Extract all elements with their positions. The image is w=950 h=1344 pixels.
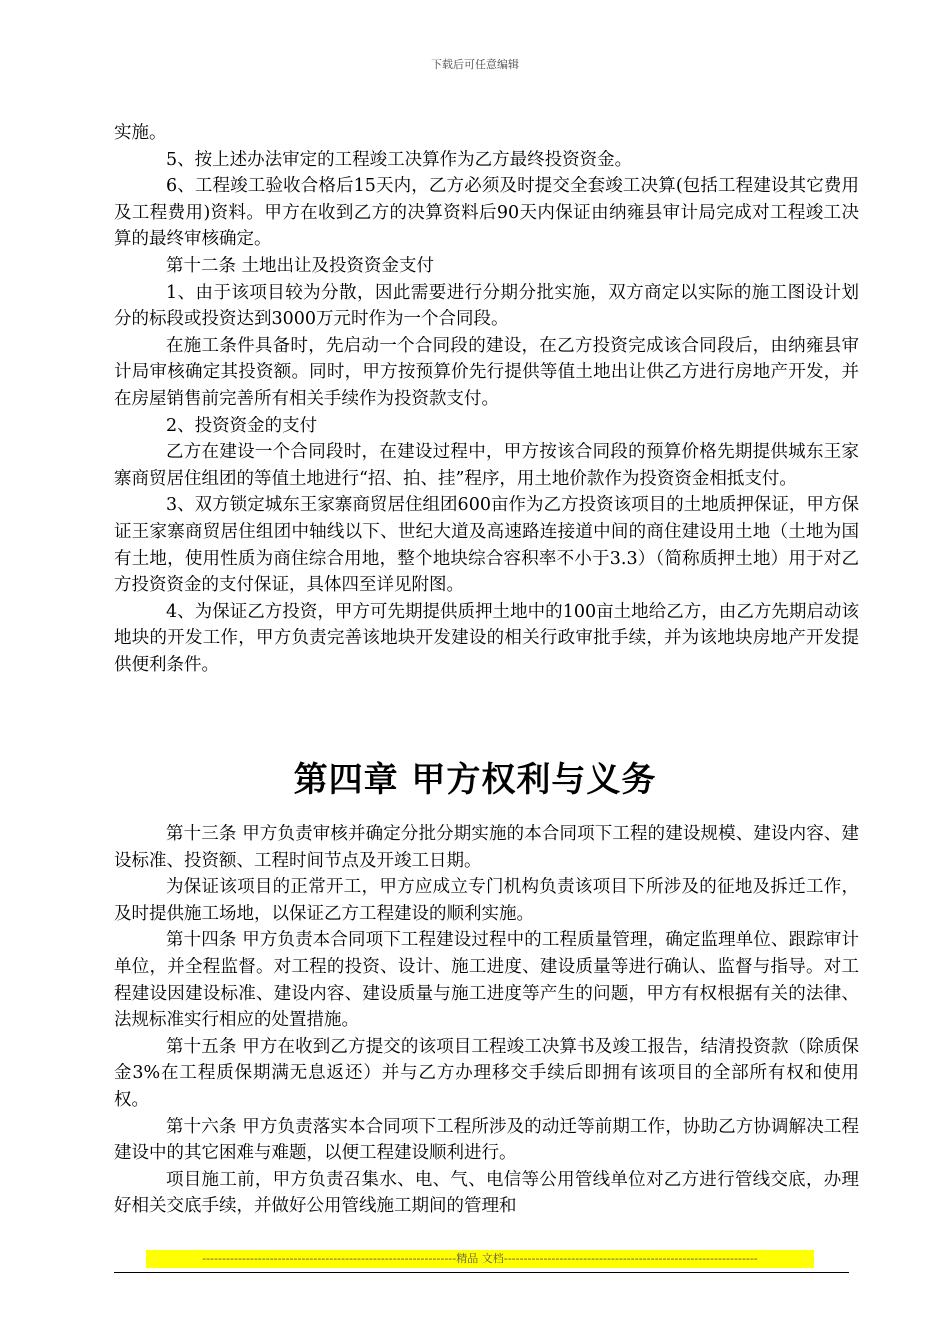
paragraph: 5、按上述办法审定的工程竣工决算作为乙方最终投资资金。 bbox=[166, 149, 633, 170]
paragraph: 第十四条 甲方负责本合同项下工程建设过程中的工程质量管理，确定监理单位、跟踪审计单位，并全程监督。对工程的投资、设计、施工进度、建设质量等进行确认、监督与指导。对工程建设因建设标准、建设内容、建设质量与施工进度等产生的问题，甲方有权根据有关的法律、法规标准实行相应的处置措施。 bbox=[114, 930, 859, 1031]
paragraph: 4、为保证乙方投资，甲方可先期提供质押土地中的100亩土地给乙方，由乙方先期启动该地块的开发工作，甲方负责完善该地块开发建设的相关行政审批手续，并为该地块房地产开发提供便利条件。 bbox=[114, 601, 859, 675]
page-header: 下载后可任意编辑 bbox=[431, 58, 519, 71]
paragraph: 1、由于该项目较为分散，因此需要进行分期分批实施，双方商定以实际的施工图设计划分的标段或投资达到3000万元时作为一个合同段。 bbox=[114, 282, 859, 330]
paragraph: 3、双方锁定城东王家寨商贸居住组团600亩作为乙方投资该项目的土地质押保证，甲方保证王家寨商贸居住组团中轴线以下、世纪大道及高速路连接道中间的商住建设用土地（土地为国有土地，使用性质为商住综合用地，整个地块综合容积率不小于3.3）（简称质押土地）用于对乙方投资资金的支付保证，具体四至详见附图。 bbox=[114, 495, 859, 596]
paragraph: 第十三条 甲方负责审核并确定分批分期实施的本合同项下工程的建设规模、建设内容、建设标准、投资额、工程时间节点及开竣工日期。 bbox=[114, 824, 859, 871]
body-text-block-2 bbox=[114, 821, 859, 1220]
paragraph: 第十二条 土地出让及投资资金支付 bbox=[166, 255, 435, 276]
paragraph: 乙方在建设一个合同段时，在建设过程中，甲方按该合同段的预算价格先期提供城东王家寨商贸居住组团的等值土地进行“招、拍、挂”程序，用土地价款作为投资资金相抵支付。 bbox=[114, 442, 859, 489]
paragraph: 第十六条 甲方负责落实本合同项下工程所涉及的动迁等前期工作，协助乙方协调解决工程建设中的其它困难与难题，以便工程建设顺利进行。 bbox=[114, 1116, 859, 1164]
footer-rule bbox=[114, 1272, 849, 1273]
chapter-heading: 第四章 甲方权利与义务 bbox=[293, 760, 657, 800]
paragraph: 为保证该项目的正常开工，甲方应成立专门机构负责该项目下所涉及的征地及拆迁工作，及时提供施工场地，以保证乙方工程建设的顺利实施。 bbox=[114, 877, 859, 924]
paragraph: 项目施工前，甲方负责召集水、电、气、电信等公用管线单位对乙方进行管线交底，办理好相关交底手续，并做好公用管线施工期间的管理和 bbox=[114, 1169, 859, 1217]
body-text-block-1 bbox=[114, 120, 859, 678]
footer-banner: ----------------------------------------------------------------精品 文档---------------------------------------------------------------- bbox=[146, 1250, 814, 1268]
paragraph: 第十五条 甲方在收到乙方提交的该项目工程竣工决算书及竣工报告，结清投资款（除质保金3%在工程质保期满无息返还）并与乙方办理移交手续后即拥有该项目的全部所有权和使用权。 bbox=[114, 1036, 859, 1110]
paragraph: 实施。 bbox=[114, 123, 167, 143]
paragraph: 在施工条件具备时，先启动一个合同段的建设，在乙方投资完成该合同段后，由纳雍县审计局审核确定其投资额。同时，甲方按预算价先行提供等值土地出让供乙方进行房地产开发，并在房屋销售前完善所有相关手续作为投资款支付。 bbox=[114, 335, 859, 409]
paragraph: 6、工程竣工验收合格后15天内，乙方必须及时提交全套竣工决算(包括工程建设其它费用及工程费用)资料。甲方在收到乙方的决算资料后90天内保证由纳雍县审计局完成对工程竣工决算的最终审核确定。 bbox=[114, 176, 859, 250]
paragraph: 2、投资资金的支付 bbox=[166, 415, 318, 436]
